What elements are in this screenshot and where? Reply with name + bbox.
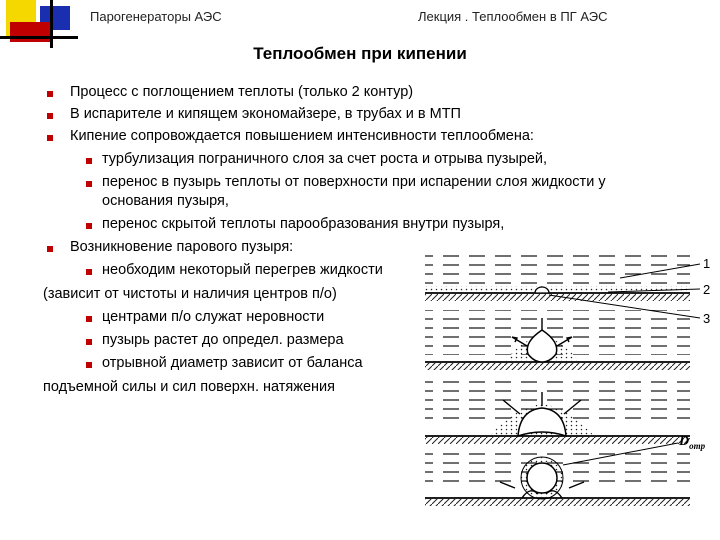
sub-bullet-text: турбулизация пограничного слоя за счет роста и отрыва пузырей, [102, 151, 548, 167]
paragraph-text: (зависит от чистоты и наличия центров п/о) [43, 286, 337, 302]
sub-bullet-text: пузырь растет до определ. размера [102, 332, 344, 348]
paragraph-text: подъемной силы и сил поверхн. натяжения [43, 379, 335, 395]
bullet-text: Кипение сопровождается повышением интенсивности теплообмена: [70, 128, 534, 144]
departure-diameter-subscript: отр [689, 440, 706, 451]
diagram-label-2: 2 [703, 282, 711, 297]
sub-bullet-text: перенос скрытой теплоты парообразования внутри пузыря, [102, 216, 505, 232]
diagram-panel-2 [425, 310, 690, 370]
slide-title: Теплообмен при кипении [253, 44, 467, 63]
diagram-label-1: 1 [703, 256, 711, 271]
departure-diameter-symbol: D [679, 434, 690, 449]
bullet-text: Процесс с поглощением теплоты (только 2 контур) [70, 84, 414, 100]
sub-bullet-text: необходим некоторый перегрев жидкости [102, 262, 383, 278]
bullet-text: В испарителе и кипящем экономайзере, в трубах и в МТП [70, 106, 461, 122]
sub-bullet-text: центрами п/о служат неровности [102, 309, 325, 325]
sub-bullet-text: перенос в пузырь теплоты от поверхности при испарении слоя жидкости у [102, 174, 606, 190]
header-lecture-title: Лекция . Теплообмен в ПГ АЭС [418, 9, 608, 24]
bullet-text: Возникновение парового пузыря: [70, 239, 294, 255]
diagram-panel-3 [425, 380, 690, 444]
departure-diameter-label [679, 432, 705, 456]
sub-bullet-text: отрывной диаметр зависит от баланса [102, 355, 363, 371]
sub-bullet-text-cont: основания пузыря, [102, 193, 229, 209]
diagram-panel-1 [425, 250, 690, 301]
diagram-label-3: 3 [703, 311, 711, 326]
diagram-panel-4 [425, 452, 690, 506]
header-course-title: Парогенераторы АЭС [90, 9, 222, 24]
